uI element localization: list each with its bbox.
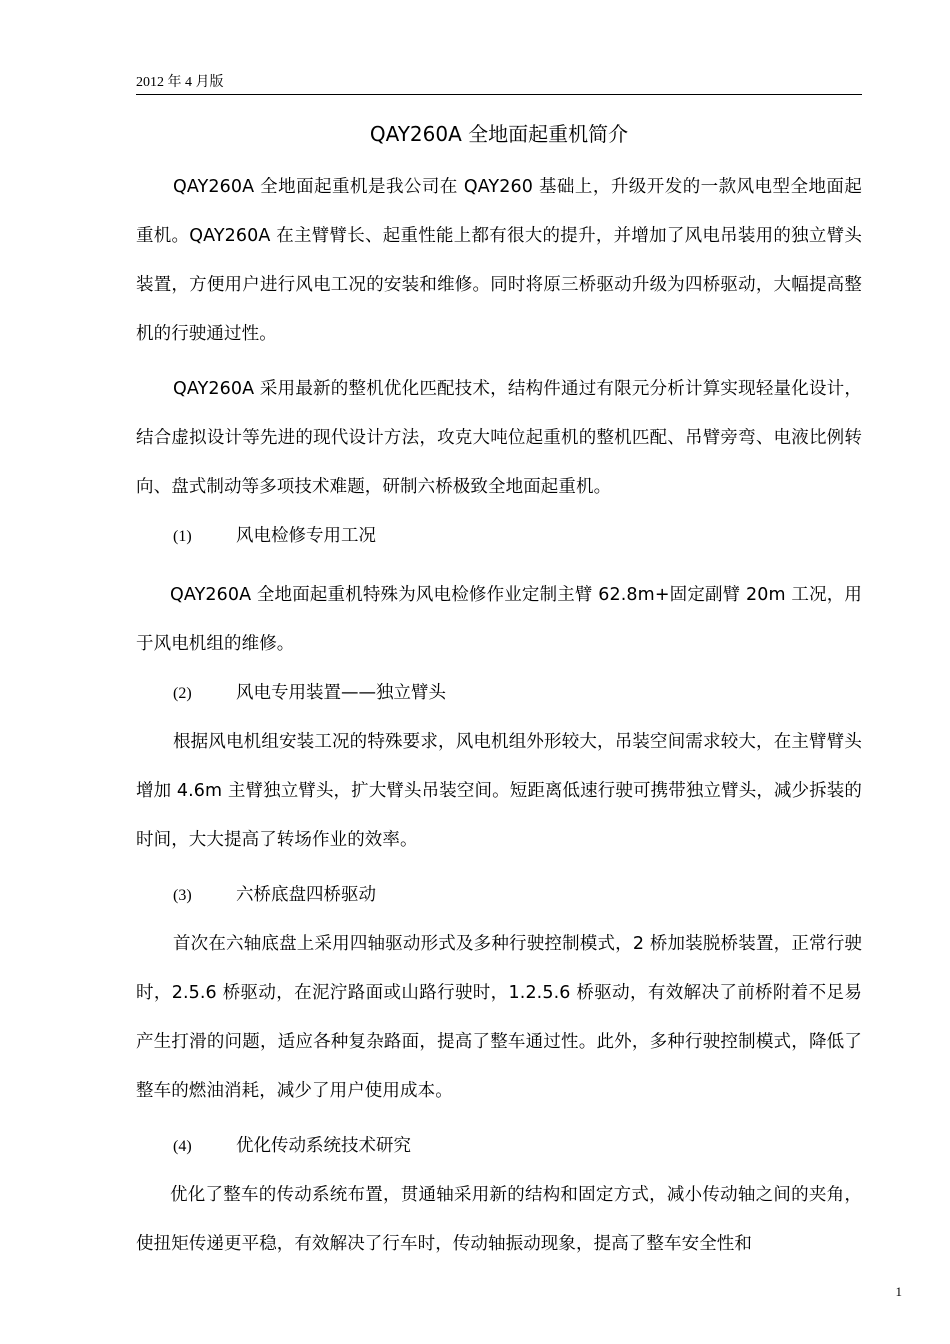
section-number: (3) [173, 887, 192, 904]
document-title: QAY260A 全地面起重机简介 [369, 122, 629, 146]
paragraph-section-3: 首次在六轴底盘上采用四轴驱动形式及多种行驶控制模式，2 桥加装脱桥装置，正常行驶时，2.5.6 桥驱动，在泥泞路面或山路行驶时，1.2.5.6 桥驱动，有效解决了前桥附着不足易产生打滑的问题，适应各种复杂路面，提高了整车通过性。此外，多种行驶控制模式，降低了整车的燃油消耗，减少了用户使用成本。 [136, 934, 862, 1101]
section-number: (4) [173, 1138, 192, 1155]
header-edition: 2012 年 4 月版 [136, 75, 224, 90]
paragraph-section-4: 优化了整车的传动系统布置，贯通轴采用新的结构和固定方式，减小传动轴之间的夹角，使扭矩传递更平稳，有效解决了行车时，传动轴振动现象，提高了整车安全性和 [136, 1185, 862, 1254]
header-rule [136, 94, 862, 95]
section-title: 风电专用装置——独立臂头 [236, 683, 446, 703]
section-heading-1 [136, 512, 862, 561]
section-heading-4 [136, 1122, 862, 1171]
paragraph-technology: QAY260A 采用最新的整机优化匹配技术，结构件通过有限元分析计算实现轻量化设计，结合虚拟设计等先进的现代设计方法，攻克大吨位起重机的整机匹配、吊臂旁弯、电液比例转向、盘式制动等多项技术难题，研制六桥极致全地面起重机。 [136, 379, 862, 497]
paragraph-section-2: 根据风电机组安装工况的特殊要求，风电机组外形较大，吊装空间需求较大，在主臂臂头增加 4.6m 主臂独立臂头，扩大臂头吊装空间。短距离低速行驶可携带独立臂头，减少拆装的时间，大大提高了转场作业的效率。 [136, 732, 862, 850]
section-heading-2 [136, 669, 862, 718]
section-heading-3 [136, 871, 862, 920]
section-number: (2) [173, 685, 192, 702]
paragraph-intro: QAY260A 全地面起重机是我公司在 QAY260 基础上，升级开发的一款风电型全地面起重机。QAY260A 在主臂臂长、起重性能上都有很大的提升，并增加了风电吊装用的独立臂头装置，方便用户进行风电工况的安装和维修。同时将原三桥驱动升级为四桥驱动，大幅提高整机的行驶通过性。 [136, 177, 862, 344]
document-body [136, 163, 862, 1269]
section-number: (1) [173, 528, 192, 545]
section-title: 风电检修专用工况 [236, 526, 376, 546]
paragraph-section-1: QAY260A 全地面起重机特殊为风电检修作业定制主臂 62.8m+固定副臂 20m 工况，用于风电机组的维修。 [136, 585, 862, 654]
page-number: 1 [895, 1284, 902, 1299]
section-title: 优化传动系统技术研究 [236, 1136, 411, 1156]
section-title: 六桥底盘四桥驱动 [236, 885, 376, 905]
